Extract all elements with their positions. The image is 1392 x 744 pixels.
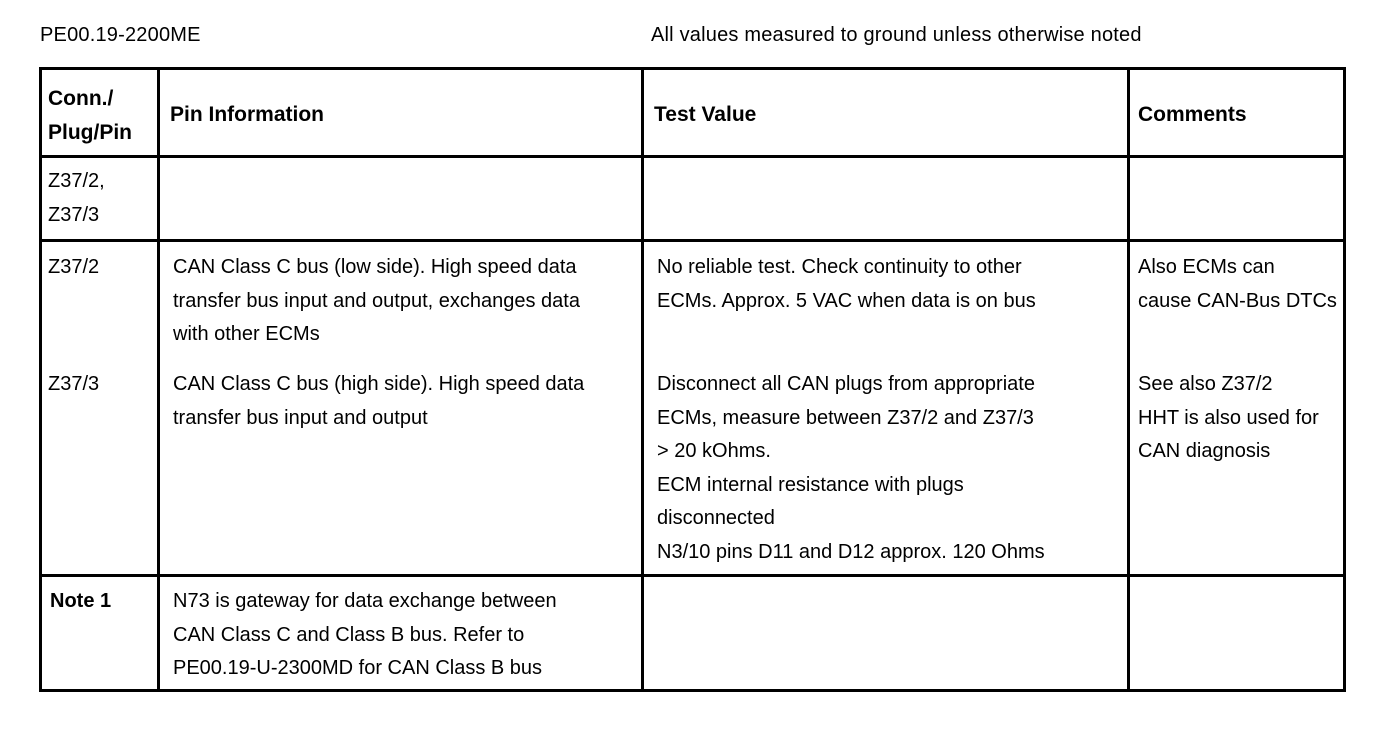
row-comments-z37-2: Also ECMs can cause CAN-Bus DTCs: [1138, 256, 1337, 312]
header-test-value: Test Value: [654, 103, 757, 126]
column-divider: [641, 70, 644, 689]
row-pin-info-note-1: N73 is gateway for data exchange between CAN Class C and Class B bus. Refer to PE00.19-U-2300MD for CAN Class B bus: [173, 590, 557, 679]
column-divider: [1127, 70, 1130, 689]
row-conn-z37-2: Z37/2: [48, 256, 100, 278]
row-divider: [42, 239, 1343, 242]
row-conn-z37-3: Z37/3: [48, 373, 100, 395]
row-conn-z37-group: Z37/2, Z37/3: [48, 170, 105, 226]
header-pin-information: Pin Information: [170, 103, 324, 126]
row-test-value-z37-2: No reliable test. Check continuity to other ECMs. Approx. 5 VAC when data is on bus: [657, 256, 1036, 312]
column-divider: [157, 70, 160, 689]
pin-table: [39, 67, 1346, 692]
header-comments: Comments: [1138, 103, 1247, 126]
measurement-note: All values measured to ground unless otherwise noted: [651, 24, 1142, 46]
row-divider: [42, 574, 1343, 577]
document-id: PE00.19-2200ME: [40, 24, 201, 46]
row-test-value-z37-3: Disconnect all CAN plugs from appropriate ECMs, measure between Z37/2 and Z37/3 > 20 kOhms. ECM internal resistance with plugs disconnected N3/10 pins D11 and D12 approx. 120 Ohms: [657, 373, 1045, 563]
row-pin-info-z37-2: CAN Class C bus (low side). High speed data transfer bus input and output, exchanges data with other ECMs: [173, 256, 580, 345]
row-pin-info-z37-3: CAN Class C bus (high side). High speed data transfer bus input and output: [173, 373, 585, 429]
row-comments-z37-3: See also Z37/2 HHT is also used for CAN diagnosis: [1138, 373, 1319, 462]
header-conn-plug-pin: Conn./ Plug/Pin: [48, 87, 132, 144]
row-divider: [42, 155, 1343, 158]
row-conn-note-1: Note 1: [50, 590, 112, 612]
